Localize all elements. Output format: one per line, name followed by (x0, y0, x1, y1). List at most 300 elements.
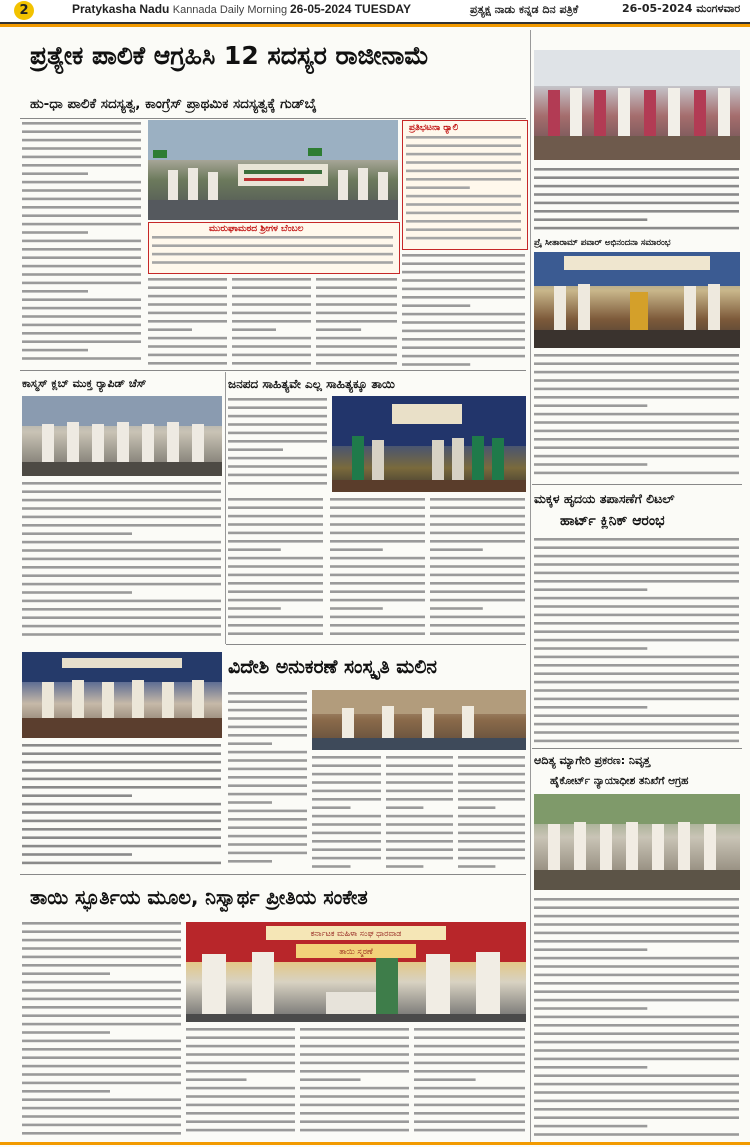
text-line (22, 240, 141, 243)
text-line (402, 363, 470, 366)
divider (20, 874, 526, 875)
text-line (534, 396, 739, 399)
text-line (330, 548, 383, 551)
text-line (402, 271, 525, 274)
text-line (534, 446, 739, 449)
text-line (228, 482, 327, 485)
masthead (0, 0, 750, 24)
text-line (386, 806, 423, 809)
text-line (228, 574, 323, 577)
text-line (228, 474, 327, 477)
text-line (458, 865, 495, 868)
text-line (458, 806, 495, 809)
text-line (534, 176, 739, 179)
text-line (22, 340, 141, 343)
text-line (534, 731, 739, 734)
text-line (534, 614, 739, 617)
text-line (22, 490, 221, 493)
text-line (148, 295, 227, 298)
text-line (534, 948, 647, 951)
text-line (232, 328, 276, 331)
text-line (330, 590, 425, 593)
text-line (458, 815, 525, 818)
text-line (316, 303, 397, 306)
text-line (22, 574, 221, 577)
text-line (430, 523, 525, 526)
text-line (430, 498, 525, 501)
text-line (414, 1036, 525, 1039)
text-line (534, 605, 739, 608)
text-line (186, 1028, 295, 1031)
text-line (22, 1124, 181, 1127)
text-line (316, 345, 397, 348)
text-line (228, 860, 272, 863)
text-line (534, 656, 739, 659)
videshi-text-3 (386, 754, 454, 870)
text-line (312, 815, 381, 818)
text-line (22, 1023, 181, 1026)
text-line (402, 355, 525, 358)
text-line (430, 557, 525, 560)
text-line (152, 244, 393, 247)
text-line (22, 1115, 181, 1118)
felicitation-headline: ಪ್ರೈ ಸೀತಾರಾಮ್ ಪವಾರ್ ಅಭಿನಂದನಾ ಸಮಾರಂಭ (534, 238, 671, 248)
text-line (228, 406, 327, 409)
text-line (228, 616, 323, 619)
text-line (22, 189, 141, 192)
text-line (22, 836, 221, 839)
text-line (300, 1095, 409, 1098)
mother-headline: ತಾಯಿ ಸ್ಫೂರ್ತಿಯ ಮೂಲ, ನಿಸ್ವಾರ್ಥ ಪ್ರೀತಿಯ ಸಂಕೇತ (30, 886, 368, 909)
text-line (330, 632, 425, 635)
swamiji-support-text (152, 234, 394, 270)
text-line (228, 818, 307, 821)
text-line (534, 664, 739, 667)
text-line (534, 1049, 739, 1052)
text-line (22, 616, 221, 619)
text-line (316, 286, 397, 289)
text-line (186, 1045, 295, 1048)
text-line (22, 930, 181, 933)
text-line (228, 465, 327, 468)
text-line (148, 345, 227, 348)
text-line (22, 1014, 181, 1017)
text-line (534, 1066, 647, 1069)
text-line (386, 773, 453, 776)
text-line (534, 965, 739, 968)
text-line (534, 193, 739, 196)
text-line (22, 248, 141, 251)
text-line (228, 826, 307, 829)
text-line (534, 672, 739, 675)
text-line (534, 898, 739, 901)
text-line (22, 290, 88, 293)
text-line (406, 237, 521, 240)
text-line (228, 599, 323, 602)
masthead-title-kn: ಪ್ರತ್ಯಕ್ಷ ನಾಡು ಕನ್ನಡ ದಿನ ಪತ್ರಿಕೆ (470, 3, 579, 16)
text-line (228, 835, 307, 838)
text-line (534, 1074, 739, 1077)
text-line (406, 178, 521, 181)
masthead-title-en (72, 2, 287, 16)
text-line (232, 312, 311, 315)
text-line (534, 563, 739, 566)
text-line (22, 1040, 181, 1043)
text-line (228, 751, 307, 754)
text-line (22, 549, 221, 552)
text-line (300, 1120, 409, 1123)
text-line (22, 583, 221, 586)
text-line (22, 1056, 181, 1059)
text-line (414, 1070, 525, 1073)
felicitation-text (534, 352, 740, 480)
text-line (148, 278, 227, 281)
chess-photo (22, 396, 222, 476)
text-line (228, 523, 323, 526)
text-line (534, 546, 739, 549)
heart-clinic-headline: ಮಕ್ಕಳ ಹೃದಯ ತಪಾಸಣೆಗೆ ಲಿಟಲ್ (534, 491, 675, 506)
videshi-event-photo (312, 690, 526, 750)
text-line (186, 1120, 295, 1123)
text-line (414, 1045, 525, 1048)
text-line (300, 1112, 409, 1115)
text-line (22, 214, 141, 217)
text-line (406, 153, 521, 156)
text-line (316, 320, 397, 323)
text-line (406, 136, 521, 139)
text-line (22, 349, 88, 352)
mother-text-2 (186, 1026, 296, 1140)
text-line (312, 764, 381, 767)
text-line (406, 161, 521, 164)
text-line (534, 421, 739, 424)
text-line (22, 507, 221, 510)
text-line (406, 144, 521, 147)
text-line (232, 320, 311, 323)
text-line (534, 915, 739, 918)
text-line (414, 1087, 525, 1090)
text-line (232, 303, 311, 306)
text-line (534, 698, 739, 701)
text-line (316, 362, 397, 365)
text-line (534, 1024, 739, 1027)
text-line (22, 1082, 181, 1085)
text-line (534, 1083, 739, 1086)
text-line (22, 566, 221, 569)
text-line (430, 506, 525, 509)
text-line (22, 811, 221, 814)
text-line (148, 312, 227, 315)
text-line (534, 706, 647, 709)
text-line (22, 939, 181, 942)
text-line (534, 168, 739, 171)
videshi-text-1 (228, 690, 308, 870)
text-line (316, 278, 397, 281)
chess-headline: ಕಾಸ್ಮಸ್ ಕ್ಲಬ್ ಮುಕ್ತ ರ‍್ಯಾಪಿಡ್ ಚೆಸ್ (22, 377, 147, 390)
text-line (316, 337, 397, 340)
text-line (186, 1078, 247, 1081)
banner-line2: ತಾಯಿ ಸ್ಮರಣೆ (339, 947, 373, 956)
text-line (414, 1120, 525, 1123)
text-line (414, 1028, 525, 1031)
text-line (534, 982, 739, 985)
text-line (534, 1108, 739, 1111)
text-line (534, 990, 739, 993)
text-line (22, 256, 141, 259)
text-line (534, 388, 739, 391)
text-line (22, 181, 141, 184)
divider (532, 748, 742, 749)
text-line (228, 415, 327, 418)
text-line (534, 362, 739, 365)
text-line (534, 430, 739, 433)
text-line (402, 254, 525, 257)
text-line (458, 823, 525, 826)
text-line (330, 498, 425, 501)
text-line (22, 499, 221, 502)
text-line (458, 857, 525, 860)
videshi-headline: ವಿದೇಶಿ ಅನುಕರಣೆ ಸಂಸ್ಕೃತಿ ಮಲಿನ (228, 656, 437, 678)
lead-story-col2 (148, 276, 228, 368)
text-line (330, 616, 425, 619)
videshi-text-4 (458, 754, 526, 870)
text-line (228, 793, 307, 796)
text-line (534, 681, 739, 684)
text-line (186, 1036, 295, 1039)
text-line (186, 1095, 295, 1098)
mother-event-photo (186, 922, 526, 1022)
text-line (430, 632, 525, 635)
text-line (300, 1129, 409, 1132)
text-line (22, 1065, 181, 1068)
main-headline: ಪ್ರತ್ಯೇಕ ಪಾಲಿಕೆ ಆಗ್ರಹಿಸಿ 12 ಸದಸ್ಯರ ರಾಜೀನಾಮೆ (30, 41, 430, 70)
text-line (430, 607, 483, 610)
text-line (22, 744, 221, 747)
text-line (22, 981, 181, 984)
text-line (228, 852, 307, 855)
text-line (232, 337, 311, 340)
text-line (22, 845, 221, 848)
text-line (534, 580, 739, 583)
text-line (534, 210, 739, 213)
text-line (534, 1032, 739, 1035)
text-line (534, 202, 739, 205)
text-line (406, 195, 521, 198)
text-line (534, 371, 739, 374)
masthead-rule (0, 24, 750, 27)
text-line (22, 332, 141, 335)
text-line (228, 810, 307, 813)
text-line (22, 633, 221, 636)
column-rule (225, 372, 226, 644)
text-line (22, 273, 141, 276)
janapada-text-4 (430, 496, 526, 642)
text-line (300, 1028, 409, 1031)
text-line (402, 304, 470, 307)
protest-rally-box-title: ಪ್ರತಿಭಟನಾ ರ‍್ಯಾಲಿ (409, 123, 459, 133)
text-line (22, 998, 181, 1001)
text-line (534, 572, 739, 575)
text-line (414, 1112, 525, 1115)
heart-clinic-text (534, 536, 740, 744)
text-line (228, 398, 327, 401)
text-line (228, 565, 323, 568)
text-line (402, 330, 525, 333)
text-line (22, 956, 181, 959)
text-line (22, 172, 88, 175)
protest-rally-photo (148, 120, 398, 220)
text-line (186, 1129, 295, 1132)
text-line (534, 218, 647, 221)
text-line (534, 932, 739, 935)
text-line (22, 820, 221, 823)
text-line (228, 692, 307, 695)
page-number: 2 (14, 1, 34, 20)
text-line (22, 265, 141, 268)
text-line (22, 794, 132, 797)
text-line (534, 404, 647, 407)
text-line (232, 354, 311, 357)
health-camp-photo (22, 652, 222, 738)
text-line (22, 853, 132, 856)
text-line (534, 940, 739, 943)
text-line (458, 773, 525, 776)
text-line (414, 1129, 525, 1132)
text-line (22, 989, 181, 992)
divider (226, 644, 526, 645)
text-line (458, 756, 525, 759)
aditya-case-headline-2: ಹೈಕೋರ್ಟ್ ನ್ಯಾಯಾಧೀಶ ತನಿಖೆಗೆ ಆಗ್ರಹ (550, 775, 689, 787)
text-line (22, 778, 221, 781)
text-line (152, 253, 393, 256)
paper-subtitle: Kannada Daily Morning (172, 4, 288, 16)
column-rule (530, 30, 531, 1142)
text-line (22, 625, 221, 628)
text-line (430, 590, 525, 593)
text-line (22, 206, 141, 209)
text-line (228, 540, 323, 543)
text-line (312, 823, 381, 826)
text-line (152, 236, 393, 239)
text-line (386, 815, 453, 818)
text-line (22, 600, 221, 603)
janapada-headline: ಜನಪದ ಸಾಹಿತ್ಯವೇ ಎಲ್ಲ ಸಾಹಿತ್ಯಕ್ಕೂ ತಾಯಿ (228, 377, 395, 391)
chess-story-text (22, 480, 222, 642)
text-line (228, 423, 327, 426)
text-line (534, 413, 739, 416)
text-line (534, 957, 739, 960)
text-line (430, 515, 525, 518)
text-line (228, 742, 272, 745)
text-line (22, 558, 221, 561)
text-line (534, 923, 739, 926)
text-line (228, 624, 323, 627)
text-line (534, 647, 647, 650)
text-line (186, 1053, 295, 1056)
text-line (148, 320, 227, 323)
text-line (312, 756, 381, 759)
text-line (312, 865, 351, 868)
text-line (22, 922, 181, 925)
text-line (228, 717, 307, 720)
text-line (300, 1087, 409, 1090)
main-subheadline: ಹು-ಧಾ ಪಾಲಿಕೆ ಸದಸ್ಯತ್ವ, ಕಾಂಗ್ರೆಸ್ ಪ್ರಾಥಮಿಕ ಸದಸ್ಯತ್ವಕ್ಕೆ ಗುಡ್‌ಬೈ (30, 96, 317, 112)
text-line (430, 599, 525, 602)
text-line (228, 440, 327, 443)
text-line (186, 1112, 295, 1115)
protest-rally-text (406, 134, 522, 244)
text-line (228, 432, 327, 435)
masthead-date-en: 26-05-2024 TUESDAY (290, 2, 411, 16)
divider (20, 118, 526, 119)
text-line (312, 840, 381, 843)
text-line (22, 516, 221, 519)
text-line (534, 622, 739, 625)
text-line (534, 227, 739, 230)
text-line (300, 1062, 409, 1065)
text-line (22, 130, 141, 133)
text-line (300, 1053, 409, 1056)
text-line (22, 1006, 181, 1009)
text-line (228, 632, 323, 635)
text-line (330, 599, 425, 602)
text-line (386, 840, 453, 843)
text-line (22, 786, 221, 789)
text-line (330, 523, 425, 526)
text-line (534, 1091, 739, 1094)
text-line (534, 714, 739, 717)
text-line (22, 357, 141, 360)
text-line (406, 212, 521, 215)
text-line (430, 548, 483, 551)
text-line (312, 773, 381, 776)
janapada-text-2 (228, 496, 324, 642)
text-line (228, 768, 307, 771)
text-line (386, 798, 453, 801)
text-line (534, 538, 739, 541)
text-line (22, 524, 221, 527)
text-line (232, 286, 311, 289)
text-line (386, 857, 453, 860)
videshi-text-2 (312, 754, 382, 870)
text-line (534, 999, 739, 1002)
text-line (312, 832, 381, 835)
text-line (386, 764, 453, 767)
text-line (22, 1048, 181, 1051)
text-line (534, 1100, 739, 1103)
text-line (402, 279, 525, 282)
text-line (414, 1078, 476, 1081)
text-line (228, 582, 323, 585)
text-line (386, 865, 423, 868)
text-line (534, 555, 739, 558)
text-line (22, 231, 88, 234)
text-line (406, 228, 521, 231)
aditya-case-text (534, 896, 740, 1140)
text-line (534, 639, 739, 642)
text-line (534, 1116, 739, 1119)
text-line (228, 448, 283, 451)
text-line (300, 1070, 409, 1073)
text-line (312, 806, 351, 809)
text-line (414, 1104, 525, 1107)
text-line (414, 1095, 525, 1098)
mother-text-3 (300, 1026, 410, 1140)
text-line (22, 298, 141, 301)
text-line (228, 759, 307, 762)
text-line (22, 307, 141, 310)
aditya-case-headline: ಆದಿತ್ಯ ಮ್ಯಾಗೇರಿ ಪ್ರಕರಣ: ನಿವೃತ್ತ (534, 754, 651, 767)
